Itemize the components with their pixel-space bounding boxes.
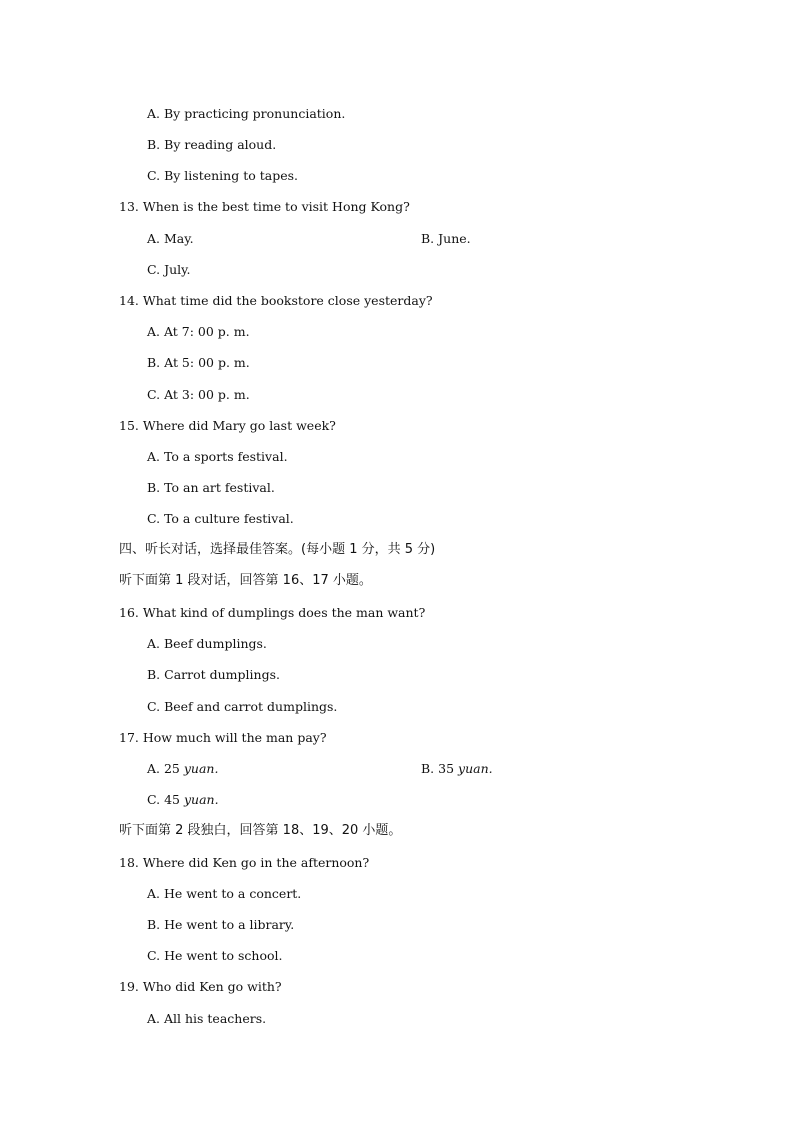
- option-15c: C. To a culture festival.: [147, 511, 294, 526]
- dialogue-1-instruction: 听下面第 1 段对话，回答第 16、17 小题。: [119, 573, 372, 588]
- dialogue-2-instruction: 听下面第 2 段独白，回答第 18、19、20 小题。: [119, 823, 402, 838]
- option-17c: [147, 792, 219, 808]
- option-17b: [421, 761, 493, 777]
- option-17a: [147, 761, 218, 777]
- option-13c: C. July.: [147, 262, 191, 277]
- question-19: 19. Who did Ken go with?: [119, 979, 282, 994]
- option-12c: C. By listening to tapes.: [147, 168, 298, 183]
- question-18: 18. Where did Ken go in the afternoon?: [119, 855, 370, 870]
- option-13b: B. June.: [421, 231, 471, 246]
- option-12a: A. By practicing pronunciation.: [147, 106, 346, 121]
- option-12b: B. By reading aloud.: [147, 137, 277, 152]
- section-heading-4: 四、听长对话，选择最佳答案。(每小题 1 分，共 5 分): [119, 542, 436, 557]
- question-13: 13. When is the best time to visit Hong Kong?: [119, 199, 410, 214]
- option-17a-amount: A. 25: [147, 761, 184, 776]
- question-15: 15. Where did Mary go last week?: [119, 418, 336, 433]
- option-16b: B. Carrot dumplings.: [147, 667, 280, 682]
- option-13a: A. May.: [147, 231, 194, 246]
- option-17b-amount: B. 35: [421, 761, 459, 776]
- question-17: 17. How much will the man pay?: [119, 730, 327, 745]
- option-17a-unit: yuan.: [183, 761, 219, 776]
- option-18c: C. He went to school.: [147, 948, 283, 963]
- option-17b-unit: yuan.: [458, 761, 493, 776]
- option-15a: A. To a sports festival.: [147, 449, 288, 464]
- question-14: 14. What time did the bookstore close yesterday?: [119, 293, 433, 308]
- option-14b: B. At 5: 00 p. m.: [147, 355, 250, 370]
- option-17c-amount: C. 45: [147, 792, 184, 807]
- option-15b: B. To an art festival.: [147, 480, 275, 495]
- option-16c: C. Beef and carrot dumplings.: [147, 699, 338, 714]
- option-16a: A. Beef dumplings.: [147, 636, 267, 651]
- option-18b: B. He went to a library.: [147, 917, 295, 932]
- option-19a: A. All his teachers.: [147, 1011, 267, 1026]
- option-14c: C. At 3: 00 p. m.: [147, 387, 250, 402]
- option-14a: A. At 7: 00 p. m.: [147, 324, 250, 339]
- option-18a: A. He went to a concert.: [147, 886, 302, 901]
- question-16: 16. What kind of dumplings does the man want?: [119, 605, 426, 620]
- option-17c-unit: yuan.: [183, 792, 219, 807]
